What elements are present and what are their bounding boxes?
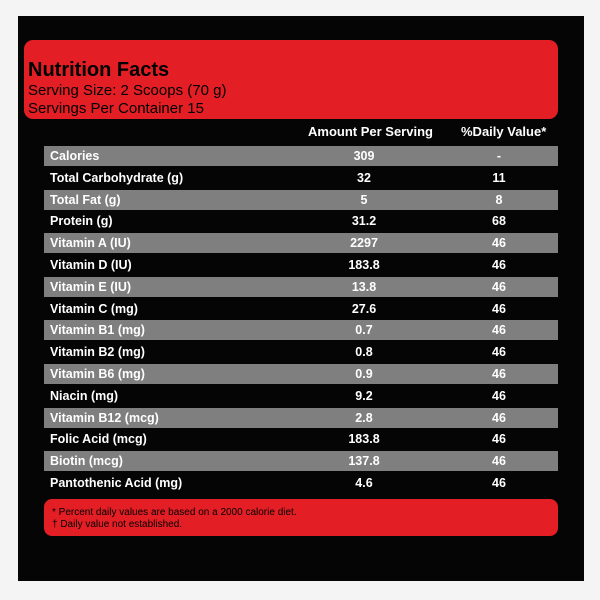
nutrient-amount: 9.2 [355, 388, 373, 403]
nutrient-daily-value: - [496, 149, 502, 163]
nutrient-daily-value: 46 [492, 301, 506, 316]
table-row [44, 211, 558, 231]
nutrient-daily-value: 46 [492, 257, 506, 272]
nutrient-amount: 183.8 [348, 257, 380, 272]
nutrient-amount: 31.2 [351, 214, 377, 229]
nutrient-daily-value: 11 [492, 170, 506, 185]
table-row [44, 299, 558, 319]
table-row [44, 451, 558, 471]
footnote-not-established: † Daily value not established. [52, 519, 183, 530]
table-row [44, 364, 558, 384]
nutrient-name: Calories [50, 149, 100, 163]
servings-per-container: Servings Per Container 15 [28, 100, 204, 117]
nutrient-daily-value: 46 [492, 432, 506, 447]
nutrient-amount: 4.6 [355, 475, 373, 490]
table-row [44, 233, 558, 253]
nutrient-daily-value: 46 [492, 388, 506, 403]
nutrient-daily-value: 46 [492, 366, 506, 381]
nutrient-amount: 0.9 [355, 366, 373, 381]
nutrition-table [44, 146, 558, 495]
nutrient-name: Vitamin C (mg) [50, 301, 138, 316]
nutrient-daily-value: 68 [492, 214, 506, 229]
nutrient-amount: 5 [360, 192, 368, 207]
table-row [44, 168, 558, 188]
column-header-amount: Amount Per Serving [308, 124, 433, 139]
nutrient-name: Pantothenic Acid (mg) [50, 475, 183, 490]
nutrient-name: Vitamin B12 (mcg) [50, 410, 159, 425]
nutrient-amount: 27.6 [351, 301, 377, 316]
nutrient-daily-value: 46 [492, 323, 506, 338]
nutrient-daily-value: 46 [492, 345, 506, 360]
nutrient-name: Vitamin D (IU) [50, 257, 132, 272]
nutrient-amount: 2.8 [355, 410, 373, 425]
nutrient-daily-value: 46 [492, 454, 506, 469]
nutrient-amount: 0.8 [355, 345, 373, 360]
nutrient-name: Folic Acid (mcg) [50, 432, 147, 447]
table-row [44, 277, 558, 297]
nutrient-amount: 13.8 [351, 279, 377, 294]
table-row [44, 190, 558, 210]
table-row [44, 146, 558, 166]
nutrient-amount: 183.8 [348, 432, 380, 447]
nutrient-amount: 0.7 [355, 323, 373, 338]
nutrient-daily-value: 8 [495, 192, 503, 207]
nutrient-amount: 309 [353, 149, 375, 163]
nutrient-name: Niacin (mg) [50, 388, 119, 403]
nutrient-name: Vitamin E (IU) [50, 279, 132, 294]
nutrient-name: Total Carbohydrate (g) [50, 170, 184, 185]
table-row [44, 255, 558, 275]
nutrient-name: Vitamin A (IU) [50, 236, 131, 251]
nutrient-name: Protein (g) [50, 214, 113, 229]
nutrient-name: Biotin (mcg) [50, 454, 123, 469]
table-row [44, 386, 558, 406]
nutrient-daily-value: 46 [492, 236, 506, 251]
nutrition-title: Nutrition Facts [28, 59, 170, 81]
nutrient-name: Total Fat (g) [50, 192, 121, 207]
nutrient-daily-value: 46 [492, 475, 506, 490]
nutrient-name: Vitamin B6 (mg) [50, 366, 145, 381]
nutrient-name: Vitamin B1 (mg) [50, 323, 145, 338]
nutrient-daily-value: 46 [492, 410, 506, 425]
table-row [44, 473, 558, 493]
table-row [44, 320, 558, 340]
table-row [44, 408, 558, 428]
nutrient-amount: 137.8 [348, 454, 380, 469]
table-row [44, 429, 558, 449]
nutrient-daily-value: 46 [492, 279, 506, 294]
table-row [44, 342, 558, 362]
serving-size: Serving Size: 2 Scoops (70 g) [28, 82, 227, 99]
column-header-daily-value: %Daily Value* [461, 124, 547, 139]
nutrient-amount: 2297 [350, 236, 378, 251]
nutrient-amount: 32 [357, 170, 371, 185]
footnote-percent-daily: * Percent daily values are based on a 2000 calorie diet. [52, 507, 297, 518]
nutrient-name: Vitamin B2 (mg) [50, 345, 145, 360]
